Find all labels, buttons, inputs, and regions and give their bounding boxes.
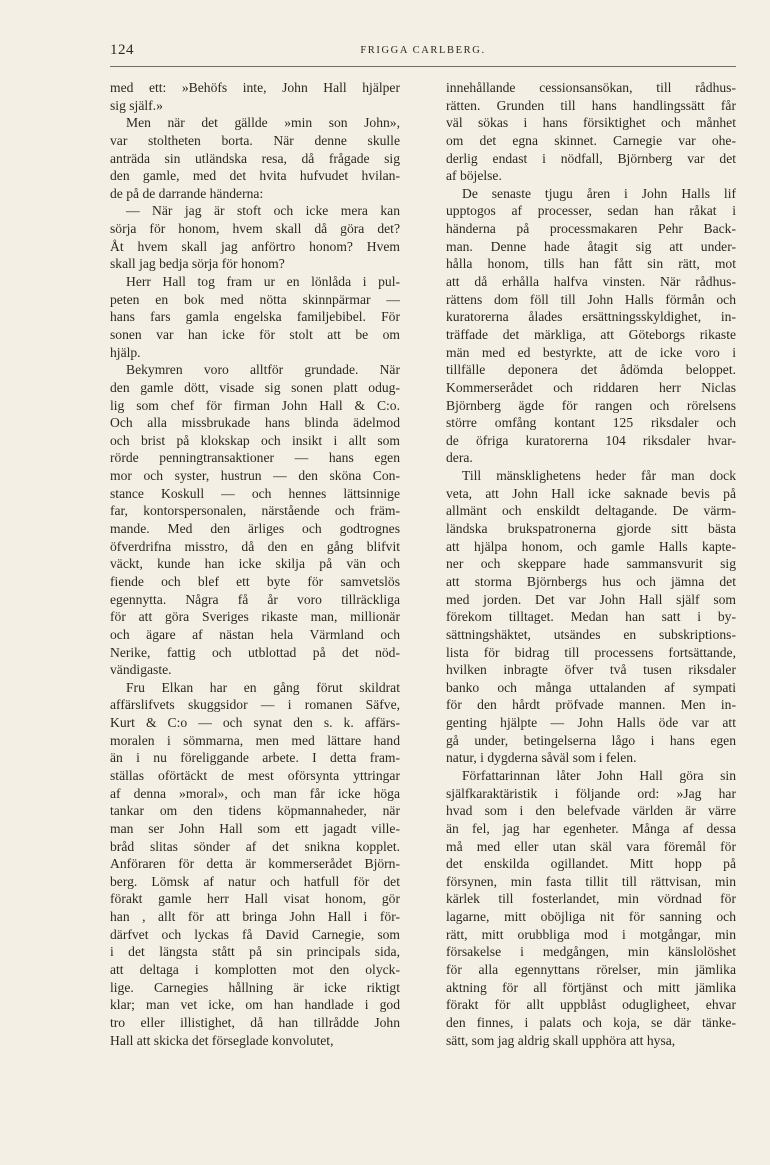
text-line: väckt, kunde han icke skilja på vän och <box>110 556 400 572</box>
text-line: sonen var han icke för stolt att be om <box>110 326 400 342</box>
text-line: de på de darrande händerna: <box>110 185 264 201</box>
text-line: kärlek till fosterlandet, min vördnad för <box>446 891 736 907</box>
text-line: försynen, min fasta tillit till rättvisan, min <box>446 873 736 889</box>
text-line: skall jag bedja sörja för honom? <box>110 256 285 272</box>
text-line: förakt för allt uppblåst odugligheet, ehvar <box>446 997 736 1013</box>
text-line: Och alla missbrukade hans blinda ädelmod <box>110 415 400 431</box>
text-line: — När jag är stoft och icke mera kan <box>126 203 400 219</box>
text-line: Bekymren voro alltför grundade. När <box>126 362 400 378</box>
text-line: hjälp. <box>110 344 141 360</box>
text-line: än i nu föreliggande arbete. I detta fram- <box>110 750 400 766</box>
text-line: för alla egennyttans rörelser, min jämlika <box>446 962 736 978</box>
text-line: ländska brukspatronerna gjorde sitt bästa <box>446 521 736 537</box>
text-line: klar; man vet icke, om han handlade i god <box>110 997 400 1013</box>
text-line: sätt, som jag aldrig skall upphöra att hysa, <box>446 1032 676 1048</box>
text-line: mande. Med den ärliges och godtrognes <box>110 521 400 537</box>
text-line: ner och skeppare hade sammansvurit sig <box>446 556 736 572</box>
text-line: i det längsta stått på sin principals sida, <box>110 944 400 960</box>
text-line: rörde penningtransaktioner — hans egen <box>110 450 400 466</box>
text-line: rätten. Grunden till hans handlingssätt får <box>446 97 736 113</box>
running-title: FRIGGA CARLBERG. <box>360 45 486 56</box>
text-line: att då erhålla halfva vinsten. När rådhus- <box>446 274 736 290</box>
text-line: rätt, mitt orubbliga mod i motgångar, min <box>446 926 736 942</box>
text-line: Herr Hall tog fram ur en lönlåda i pul- <box>126 274 400 290</box>
text-line: kuratorerna ålades ersättningsskyldighet, in- <box>446 309 736 325</box>
text-line: män med ed bestyrkte, att de icke voro i <box>446 344 736 360</box>
text-line: gå under, betingelserna lågo i hans egen <box>446 732 736 748</box>
text-line: förekom tilltaget. Medan han satt i by- <box>446 609 736 625</box>
text-line: därfvet och lyckas få David Carnegie, som <box>110 926 400 942</box>
text-line: Kommerserådet och riddaren herr Niclas <box>446 379 736 395</box>
text-line: fiende och blef ett byte för samvetslös <box>110 573 400 589</box>
text-line: bråd slitas sönder af det snikna kopplet. <box>110 838 400 854</box>
text-line: hans fars gamla engelska familjebibel. För <box>110 309 400 325</box>
page-number: 124 <box>110 42 134 58</box>
text-line: natur, i dygderna såväl som i felen. <box>446 750 637 766</box>
text-line: sig själf.» <box>110 97 163 113</box>
text-line: att deltaga i komplotten mot den olyck- <box>110 962 400 978</box>
left-text-column <box>110 79 400 1049</box>
text-line: om det egna skinnet. Carnegie var ohe- <box>446 132 736 148</box>
text-line: med ett: »Behöfs inte, John Hall hjälper <box>110 80 400 95</box>
text-line: att storma Björnbergs hus och jämna det <box>446 573 736 589</box>
text-line: tro eller illistighet, då han tillrådde John <box>110 1014 400 1030</box>
text-line: lig som chef för firman John Hall & C:o. <box>110 397 400 413</box>
text-line: egennytta. Några få år voro tillräckliga <box>110 591 400 607</box>
text-line: hvilken inbragte öfver två tusen riksdaler <box>446 662 736 678</box>
text-line: det enskilda ogillandet. Mitt hopp på <box>446 856 736 872</box>
text-line: Men när det gällde »min son John», <box>126 115 400 131</box>
text-line: upptogos af processer, sedan han råkat i <box>446 203 736 219</box>
text-line: stance Koskull — och hennes lättsinnige <box>110 485 400 501</box>
text-line: att hjälpa honom, och gamle Halls kapte- <box>446 538 736 554</box>
text-line: innehållande cessionsansökan, till rådhus- <box>446 80 736 95</box>
text-line: större omfång kontant 125 riksdaler och <box>446 415 736 431</box>
text-line: och ägare af nästan hela Värmland och <box>110 626 400 642</box>
text-line: peten en bok med nötta skinnpärmar — <box>110 291 400 307</box>
text-line: De senaste tjugu åren i John Halls lif <box>462 185 736 201</box>
text-line: Nerike, fattig och utblottad på det nöd- <box>110 644 400 660</box>
text-line: må med eller utan skäl vara föremål för <box>446 838 736 854</box>
text-line: aktning för all förtjänst och mitt jämlika <box>446 979 736 995</box>
text-line: man ser John Hall som ett jagadt ville- <box>110 820 400 836</box>
text-line: berg. Lömsk af natur och hatfull för det <box>110 873 400 889</box>
text-line: de öfriga kuratorerna 104 riksdaler hvar- <box>446 432 736 448</box>
text-line: den gamle dött, visade sig sonen platt odug- <box>110 379 400 395</box>
text-line: Björnberg ägde för rangen och rörelsens <box>446 397 736 413</box>
text-line: öfverdrifna misstro, då den en gång blifvit <box>110 538 400 554</box>
text-line: dera. <box>446 450 473 466</box>
text-line: anträda sin utländska resa, då frågade sig <box>110 150 400 166</box>
text-line: Författarinnan låter John Hall göra sin <box>462 767 736 783</box>
text-line: än fel, jag har egenheter. Många af dessa <box>446 820 736 836</box>
text-line: affärslifvets skuggsidor — i romanen Säfve, <box>110 697 400 713</box>
text-line: försakelse i medgången, min känslolöshet <box>446 944 736 960</box>
text-line: sättningshäktet, utsändes en subskriptions- <box>446 626 736 642</box>
text-line: hålla honom, tills han fått sin rätt, mot <box>446 256 736 272</box>
text-line: af denna »moral», och man får icke höga <box>110 785 400 801</box>
text-line: derlig endast i nödfall, Björnberg var det <box>446 150 736 166</box>
text-line: han , allt för att bringa John Hall i för- <box>110 909 400 925</box>
text-line: mor och syster, hustrun — den sköna Con- <box>110 468 400 484</box>
text-line: händerna på processmakaren Pehr Back- <box>446 221 736 237</box>
text-line: veta, att John Hall icke saknade bevis på <box>446 485 736 501</box>
header-rule <box>110 66 736 67</box>
right-text-column <box>446 79 736 1049</box>
text-line: Anföraren för detta är kommerserådet Björn- <box>110 856 400 872</box>
text-line: Fru Elkan har en gång förut skildrat <box>126 679 400 695</box>
text-line: Hall att skicka det förseglade konvolutet, <box>110 1032 334 1048</box>
text-line: förakt gamle herr Hall visat honom, gör <box>110 891 400 907</box>
text-line: väl sökas i hans försiktighet och månhet <box>446 115 736 131</box>
text-line: tillfälle deponera det ådömda beloppet. <box>446 362 736 378</box>
text-line: af böjelse. <box>446 168 502 184</box>
text-line: vändigaste. <box>110 662 172 678</box>
text-line: lige. Carnegies hållning är icke riktigt <box>110 979 400 995</box>
text-line: rättens dom föll till John Halls förmån och <box>446 291 736 307</box>
text-line: far, kontorspersonalen, närstående och främ- <box>110 503 400 519</box>
text-line: och brist på klokskap och insikt i allt som <box>110 432 400 448</box>
text-line: den gamle, med det hvita hufvudet hvilan- <box>110 168 400 184</box>
text-line: lagarne, mitt oböjliga nit för sanning och <box>446 909 736 925</box>
text-line: sörja för honom, hvem skall då göra det? <box>110 221 400 237</box>
text-line: Åt hvem skall jag anförtro honom? Hvem <box>110 238 400 254</box>
text-line: för den hårdt pröfvade mannen. Men in- <box>446 697 736 713</box>
text-line: träffade det märkliga, att Göteborgs rikaste <box>446 326 736 342</box>
text-line: Kurt & C:o — och synat den s. k. affärs- <box>110 715 400 731</box>
text-line: banko och många uttalanden af sympati <box>446 679 736 695</box>
text-line: själfkaraktäristik i följande ord: »Jag har <box>446 785 736 801</box>
text-line: med jorden. Det var John Hall själf som <box>446 591 736 607</box>
text-line: ställas oförtäckt de mest oförsynta yttringar <box>110 767 400 783</box>
text-line: Till mänsklighetens heder får man dock <box>462 468 736 484</box>
text-line: var stoltheten borta. När denne skulle <box>110 132 400 148</box>
text-line: den finnes, i palats och koja, se där tänke- <box>446 1014 736 1030</box>
text-line: moralen i sömmarna, men med lättare hand <box>110 732 400 748</box>
text-line: för att göra Sveriges rikaste man, millionär <box>110 609 400 625</box>
text-line: lista för bidrag till processens fortsättande, <box>446 644 736 660</box>
text-line: tankar om den tidens köpmannaheder, när <box>110 803 400 819</box>
text-line: allmänt och enskildt deltagande. De värm- <box>446 503 736 519</box>
text-line: man. Denne hade åtagit sig att under- <box>446 238 736 254</box>
text-line: genting hjälpte — John Halls öde var att <box>446 715 736 731</box>
page-header <box>110 42 736 62</box>
text-line: hvad som i den belefvade världen är värre <box>446 803 736 819</box>
